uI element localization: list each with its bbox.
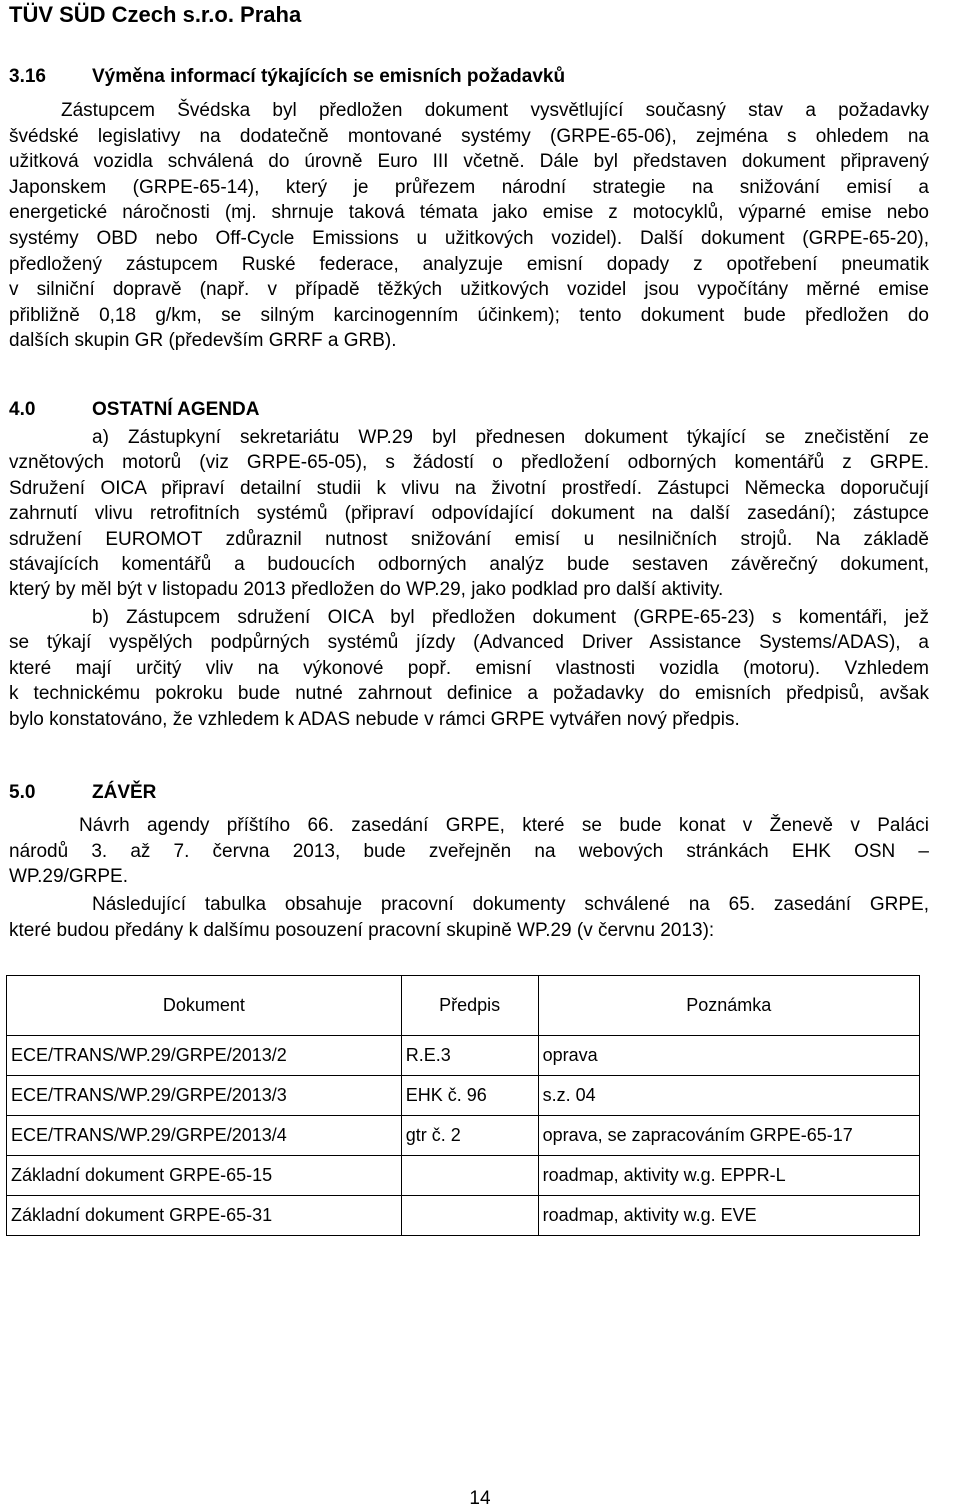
text-line: Sdružení OICA připraví detailní studii k vlivu na životní prostředí. Zástupci Německa doporučují bbox=[9, 477, 929, 499]
cell-predpis bbox=[401, 1156, 538, 1196]
text-line: Japonskem (GRPE-65-14), který je průřezem národní strategie na snižování emisí a bbox=[9, 176, 929, 198]
text-line: švédské legislativy na dodatečně montované systémy (GRPE-65-06), zejména s ohledem na bbox=[9, 125, 929, 147]
text-line: Návrh agendy příštího 66. zasedání GRPE, které se bude konat v Ženevě v Paláci bbox=[79, 815, 929, 836]
table-row bbox=[7, 1036, 920, 1076]
cell-predpis: EHK č. 96 bbox=[401, 1076, 538, 1116]
text-line: bylo konstatováno, že vzhledem k ADAS nebude v rámci GRPE vytvářen nový předpis. bbox=[9, 708, 740, 730]
text-line: které mají určitý vliv na výkonové popř. emisní vlastnosti vozidla (motoru). Vzhledem bbox=[9, 657, 929, 679]
section-4-0-number: 4.0 bbox=[9, 399, 36, 420]
table-row bbox=[7, 1196, 920, 1236]
table-header-row bbox=[7, 976, 920, 1036]
text-line: Následující tabulka obsahuje pracovní dokumenty schválené na 65. zasedání GRPE, bbox=[92, 894, 929, 915]
text-line: sdružení EUROMOT zdůraznil nutnost snižování emisí u nesilničních strojů. Na základě bbox=[9, 528, 929, 550]
text-line: a) Zástupkyní sekretariátu WP.29 byl přednesen dokument týkající se znečistění ze bbox=[92, 427, 929, 448]
text-line: vznětových motorů (viz GRPE-65-05), s žádostí o předložení odborných komentářů z GRPE. bbox=[9, 452, 929, 474]
text-line: národů 3. až 7. června 2013, bude zveřejněn na webových stránkách EHK OSN – bbox=[9, 840, 929, 862]
header-predpis: Předpis bbox=[401, 976, 538, 1036]
section-5-0-title: ZÁVĚR bbox=[92, 782, 157, 803]
text-line: užitková vozidla schválená do úrovně Euro III včetně. Dále byl představen dokument připravený bbox=[9, 151, 929, 173]
text-line: WP.29/GRPE. bbox=[9, 866, 128, 888]
section-3-16-number: 3.16 bbox=[9, 66, 46, 87]
text-line: stávajících komentářů a budoucích odborných analýz bude sestaven závěrečný dokument, bbox=[9, 554, 929, 575]
cell-dokument: ECE/TRANS/WP.29/GRPE/2013/3 bbox=[7, 1076, 402, 1116]
text-line: Zástupcem Švédska byl předložen dokument vysvětlující současný stav a požadavky bbox=[61, 100, 929, 121]
cell-dokument: ECE/TRANS/WP.29/GRPE/2013/4 bbox=[7, 1116, 402, 1156]
header-poznamka: Poznámka bbox=[538, 976, 919, 1036]
cell-poznamka: roadmap, aktivity w.g. EVE bbox=[538, 1196, 919, 1236]
table-row bbox=[7, 1076, 920, 1116]
text-line: b) Zástupcem sdružení OICA byl předložen dokument (GRPE-65-23) s komentáři, jež bbox=[92, 607, 929, 628]
text-line: které budou předány k dalšímu posouzení pracovní skupině WP.29 (v červnu 2013): bbox=[9, 919, 715, 941]
text-line: dalších skupin GR (především GRRF a GRB). bbox=[9, 330, 397, 352]
text-line: zahrnutí vlivu retrofitních systémů (připraví odpovídající dokument na další zasedání); zástupce bbox=[9, 503, 929, 525]
text-line: se týkají vyspělých podpůrných systémů jízdy (Advanced Driver Assistance Systems/ADAS), a bbox=[9, 632, 929, 654]
cell-poznamka: oprava bbox=[538, 1036, 919, 1076]
text-line: k technickému pokroku bude nutné zahrnout definice a požadavky do emisních předpisů, avšak bbox=[9, 683, 929, 705]
page-number: 14 bbox=[469, 1488, 491, 1509]
cell-predpis: R.E.3 bbox=[401, 1036, 538, 1076]
cell-predpis: gtr č. 2 bbox=[401, 1116, 538, 1156]
table-row bbox=[7, 1156, 920, 1196]
cell-dokument: ECE/TRANS/WP.29/GRPE/2013/2 bbox=[7, 1036, 402, 1076]
cell-poznamka: s.z. 04 bbox=[538, 1076, 919, 1116]
section-3-16-title: Výměna informací týkajících se emisních požadavků bbox=[92, 66, 566, 87]
text-line: systémy OBD nebo Off-Cycle Emissions u užitkových vozidel). Další dokument (GRPE-65-20), bbox=[9, 228, 929, 249]
table-row bbox=[7, 1116, 920, 1156]
text-line: energetické náročnosti (mj. shrnuje taková témata jako emise z motocyklů, výparné emise nebo bbox=[9, 202, 929, 224]
header-dokument: Dokument bbox=[7, 976, 402, 1036]
document-header: TÜV SÜD Czech s.r.o. Praha bbox=[9, 2, 302, 27]
cell-dokument: Základní dokument GRPE-65-15 bbox=[7, 1156, 402, 1196]
cell-poznamka: oprava, se zapracováním GRPE-65-17 bbox=[538, 1116, 919, 1156]
section-4-0-title: OSTATNÍ AGENDA bbox=[92, 399, 260, 420]
cell-dokument: Základní dokument GRPE-65-31 bbox=[7, 1196, 402, 1236]
documents-table bbox=[6, 975, 920, 1236]
text-line: předložený zástupcem Ruské federace, analyzuje emisní dopady z opotřebení pneumatik bbox=[9, 253, 929, 275]
cell-predpis bbox=[401, 1196, 538, 1236]
text-line: v silniční dopravě (např. v případě těžkých užitkových vozidel jsou vypočítány měrné emise bbox=[9, 279, 929, 301]
text-line: přibližně 0,18 g/km, se silným karcinogenním účinkem); tento dokument bude předložen do bbox=[9, 304, 929, 326]
cell-poznamka: roadmap, aktivity w.g. EPPR-L bbox=[538, 1156, 919, 1196]
section-5-0-number: 5.0 bbox=[9, 782, 36, 803]
text-line: který by měl být v listopadu 2013 předložen do WP.29, jako podklad pro další aktivity. bbox=[9, 579, 724, 601]
